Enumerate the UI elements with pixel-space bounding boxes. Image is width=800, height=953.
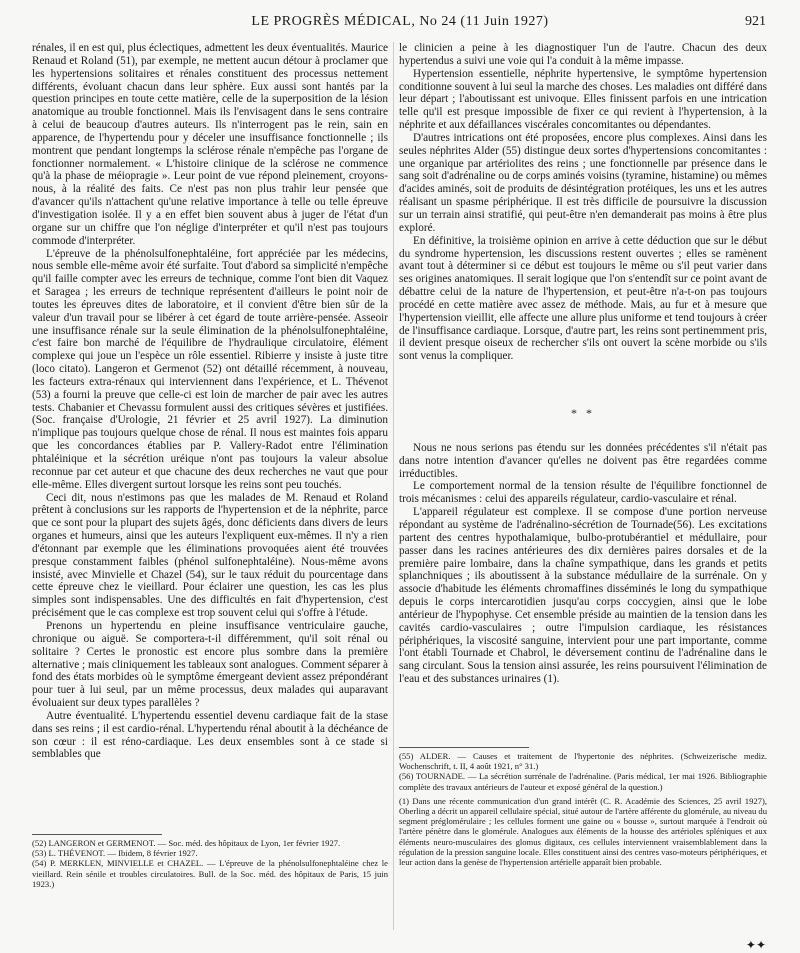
footnotes-right xyxy=(399,751,767,867)
paragraph: Le comportement normal de la tension résulte de l'équilibre fonctionnel de trois mécanismes : celui des appareils régulateur, cardio-vasculaire et rénal. xyxy=(399,480,767,506)
end-ornament: ✦✦ xyxy=(745,938,766,952)
left-column xyxy=(32,42,388,761)
column-divider xyxy=(393,42,394,930)
paragraph: le clinicien a peine à les diagnostiquer l'un de l'autre. Chacun des deux hypertendus a suivi une voie qui l'a conduit à la même impasse. xyxy=(399,42,767,67)
footnote: (56) TOURNADE. — La sécrétion surrénale de l'adrénaline. (Paris médical, 1er mai 1926. Bibliographie complète des travaux antérieurs de l'auteur et exposé général de la question.) xyxy=(399,771,767,792)
footnote: (55) ALDER. — Causes et traitement de l'hypertonie des néphrites. (Schweizerische mediz. Wochenschrift, t. II, 4 août 1921, n° 31.) xyxy=(399,751,767,772)
paragraph: L'appareil régulateur est complexe. Il se compose d'une portion nerveuse répondant au système de l'adrénalino-sécrétion de Tournade(56). Les excitations partent des centres hypothalamique, bulbo-protubérantiel et médullaire, pour passer dans les racines antérieures des dix dernières paires dorsales et de la première paire lombaire, dans la chaîne sympathique, dans les grands et petits splanchniques ; ils aboutissent à la substance médullaire de la surrénale. On y associe d'habitude les éléments chromaffines disséminés le long du sympathique depuis le corps intercarotidien jusqu'au corps coccygien, ainsi que le lobe antérieur de l'hypophyse. Cet ensemble préside au maintien de la tension dans les cavités cardio-vasculaires ; outre l'impulsion cardiaque, les résistances périphériques, la viscosité sanguine, intervient pour une part importante, comme l'ont établi Tournade et Chabrol, le déversement continu de l'adrénaline dans le sang circulant. Sous la tension ainsi assurée, les reins poursuivent l'élimination de l'eau et des substances urinaires (1). xyxy=(399,506,767,686)
paragraph: Nous ne nous serions pas étendu sur les données précédentes s'il n'était pas dans notre intention d'avancer qu'elles ne doivent pas être regardées comme irréductibles. xyxy=(399,441,767,480)
paragraph: Autre éventualité. L'hypertendu essentiel devenu cardiaque fait de la stase dans ses reins ; il est cardio-rénal. L'hypertendu rénal aboutit à la déchéance de son cœur : il est réno-cardiaque. Les deux ensembles sont à ce stade si semblables que xyxy=(32,709,388,761)
page-number: 921 xyxy=(745,14,766,29)
paragraph: L'épreuve de la phénolsulfonephtaléine, fort appréciée par les médecins, nous semble elle-même avoir été surfaite. Tout d'abord sa simplicité n'empêche qu'il faille compter avec les erreurs de technique, comme l'ont bien dit Vaquez et Saragea ; les erreurs de technique représentent d'ailleurs le point noir de toutes les épreuves dites de laboratoire, et il convient d'être bien sûr de la valeur d'un travail pour se libérer à cet égard de toute arrière-pensée. Asseoir une insuffisance rénale sur la seule élimination de la phénolsulfonephtaléine, c'est faire bon marché de l'équilibre de l'hydraulique circulatoire, élément complexe qui joue un l'espèce un rôle essentiel. Ribierre y insiste à juste titre (loco citato). Langeron et Germenot (52) ont détaillé récemment, à nouveau, les facteurs extra-rénaux qui interviennent dans l'expérience, et L. Thévenot (53) a fourni la preuve que celle-ci est loin de marcher de pair avec les autres tests. Chabanier et Chevassu formulent aussi des critiques sévères et justifiées. (Soc. française d'Urologie, 21 février et 25 avril 1927). La diminution n'implique pas toujours quelque chose de rénal. Il nous est maintes fois apparu que les concordances établies par P. Vallery-Radot entre l'élimination phtaléinique et la sécrétion uréique n'ont pas toujours la valeur absolue reconnue par cet auteur et que chacune des deux recherches ne vaut que pour elle-même. Elles divergent surtout lorsque les reins sont peu touchés. xyxy=(32,247,388,491)
footnote: (54) P. MERKLEN, MINVIELLE et CHAZEL. — L'épreuve de la phénolsulfonephtaléine chez le vieillard. Rein sénile et troubles circulatoires. Bull. de la Soc. méd. des hôpitaux de Paris, 15 juin 1923.) xyxy=(32,858,388,889)
footnote: (53) L. THÉVENOT. — Ibidem, 8 février 1927. xyxy=(32,848,198,859)
footnote: (1) Dans une récente communication d'un grand intérêt (C. R. Académie des Sciences, 25 avril 1927), Oberling a décrit un appareil cellulaire spécial, situé autour de l'artère afférente du glomérule, au niveau du segment préglomérulaire ; les cellules forment une gaine ou « bousse », surtout marquée à l'endroit où l'artère pénètre dans le glomérule. Analogues aux éléments de la housse des artérioles spléniques et aux éléments neuro-musculaires des glomus digitaux, ces cellules interviennent vraisemblablement dans la régulation de la pression sanguine locale. Elles constituent ainsi des centres vaso-moteurs périphériques, et leur action dans la genèse de l'hypertension artérielle apparaît bien probable. xyxy=(399,795,767,868)
page-header xyxy=(30,14,770,34)
footnotes-left xyxy=(32,838,388,889)
paragraph: rénales, il en est qui, plus éclectiques, admettent les deux éventualités. Maurice Renaud et Roland (51), par exemple, ne mettent aucun détour à proclamer que les hypertensions solitaires et rénales constituent des processus nettement différents, évoluant chacun dans leur sphère. Eux aussi sont hantés par la question principes en toute cette matière, celle de la superposition de la lésion anatomique au trouble fonctionnel. Mais ils l'envisagent dans le sens contraire à celui de beaucoup d'autres auteurs. Ils n'interrogent pas le rein, sain en apparence, de l'hypertendu pour y déceler une insuffisance fonctionnelle ; ils montrent que pendant longtemps la sclérose rénale n'empêche pas l'organe de fonctionner normalement. « L'histoire clinique de la sclérose ne commence qu'à la phase de méiopragie ». Leur point de vue répond pleinement, croyons-nous, à la réalité des faits. Ce n'est pas non plus trahir leur pensée que d'avancer qu'ils n'attachent qu'une relative importance à telle ou telle épreuve d'investigation isolée. Il y a en effet bien souvent abus à juger de l'état d'un organe sur un chiffre que l'on néglige d'interpréter et qu'il n'est pas toujours commode d'interpréter. xyxy=(32,42,388,247)
paragraph: Ceci dit, nous n'estimons pas que les malades de M. Renaud et Roland prêtent à conclusions sur les rapports de l'hypertension et de la néphrite, parce que ce sont pour la plupart des sujets âgés, donc déficients dans divers de leurs organes et humeurs, ainsi que les auteurs l'expliquent eux-mêmes. Il n'y a rien d'étonnant par exemple que les éliminations provoquées aient été trouvées presque constamment faibles (phénol sulfonephtaléine). Nous-même avons insisté, avec Minvielle et Chazel (54), sur le taux réduit du pourcentage dans cette épreuve chez le vieillard. Pour éclairer une question, les cas les plus simples sont indispensables. Une des difficultés en fait d'hypertension, c'est précisément que le cas complexe est trop souvent celui qui s'offre à l'étude. xyxy=(32,491,388,620)
footnote: (52) LANGERON et GERMENOT. — Soc. méd. des hôpitaux de Lyon, 1er février 1927. xyxy=(32,838,341,848)
paragraph: Hypertension essentielle, néphrite hypertensive, le symptôme hypertension conditionne souvent à lui seul la marche des choses. Les maladies ont différé dans leur départ ; l'aboutissant est univoque. Elles finissent parfois en une intrication telle qu'il est presque impossible de fixer ce qui revient à l'hypertension, à la néphrite et aux défaillances viscérales concomitantes ou dépendantes. xyxy=(399,67,767,132)
section-separator: * * xyxy=(571,406,595,421)
footnote-rule xyxy=(32,834,162,835)
paragraph: D'autres intrications ont été proposées, encore plus complexes. Ainsi dans les seules néphrites Alder (55) distingue deux sortes d'hypertensions concomitantes : une organique par artériolites des reins ; une fonctionnelle par présence dans le sang soit d'adrénaline ou de corps aminés voisins (tyramine, histamine) ou mêmes d'acides aminés, soit de produits de désintégration protéiques, les uns et les autres réalisant un spasme périphérique. Il est très difficile de poursuivre la discussion sur un terrain ainsi stratifié, qui peut-être n'en demanderait pas moins à être plus exploré. xyxy=(399,131,767,234)
paragraph: En définitive, la troisième opinion en arrive à cette déduction que sur le début du syndrome hypertension, les discussions restent ouvertes ; elles se ramènent avant tout à déterminer si ce début est toujours le même ou s'il peut varier dans ses origines anatomiques. Il serait logique que l'on s'entendît sur ce point avant de débattre celui de la nature de l'hypertension, et peut-être n'a-t-on pas toujours procédé en cette matière avec assez de méthode. Mais, au fur et à mesure que l'hypertension vieillit, elle affecte une allure plus uniforme et tend toujours à créer de l'insuffisance cardiaque. Lorsque, d'autre part, les reins sont pertinemment pris, il devient presque oiseux de rechercher s'ils ont ouvert la scène morbide ou s'ils sont venus la compliquer. xyxy=(399,234,767,363)
footnote-rule xyxy=(399,747,529,748)
running-title: LE PROGRÈS MÉDICAL, No 24 (11 Juin 1927) xyxy=(251,14,549,29)
paragraph: Prenons un hypertendu en pleine insuffisance ventriculaire gauche, chronique ou aiguë. Se comportera-t-il différemment, qu'il soit rénal ou solitaire ? Certes le pronostic est encore plus sombre dans la première alternative ; mais cliniquement les tableaux sont analogues. Comment séparer à fond des états morbides où le symptôme émergeant devient assez prépondérant pour tuer à lui seul, par un même processus, deux malades qui auparavant évoluaient sur deux types parallèles ? xyxy=(32,619,388,710)
right-column xyxy=(399,42,767,686)
